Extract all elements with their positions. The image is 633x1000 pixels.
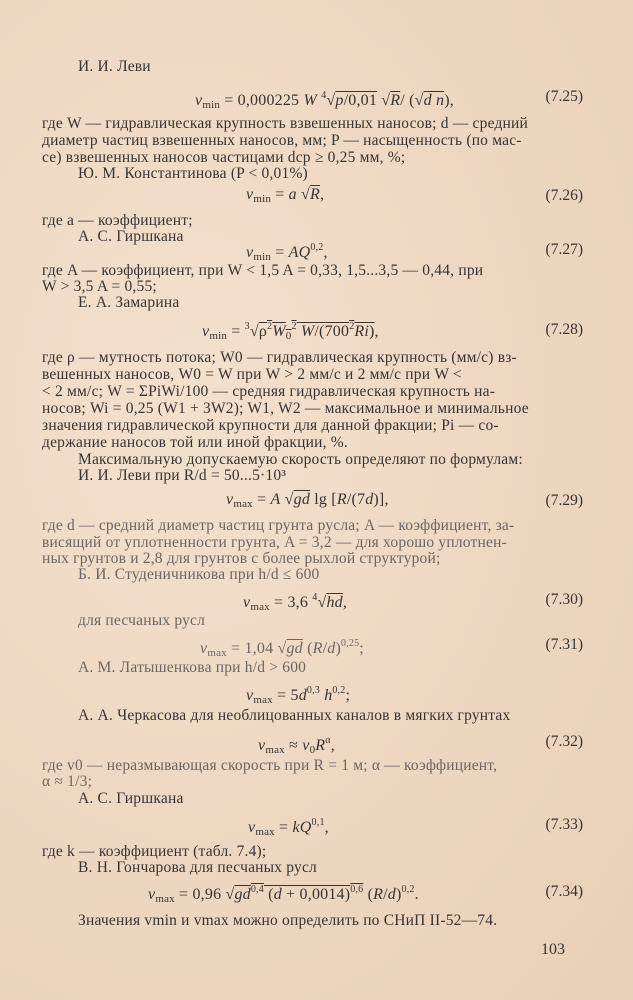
- text-line: α ≈ 1/3;: [42, 773, 93, 790]
- formula-7-30: $v_{max} = 3,6$ $^4$√hd,: [243, 592, 348, 613]
- author-konstantinova: Ю. М. Константинова (P < 0,01%): [78, 165, 308, 182]
- text-line: висящий от уплотненности грунта, A = 3,2 — для хорошо уплотнен-: [42, 534, 507, 551]
- formula-7-31: $v_{max} = 1,04$ √gd $(R/d)^{0,25}$;: [200, 638, 364, 659]
- equation-number: (7.34): [545, 883, 583, 900]
- text-line: Значения vmin и vmax можно определить по СНиП II-52—74.: [78, 912, 498, 929]
- formula-7-34: $v_{max} = 0,96$ √gd$^{0,4}$ $(d + 0,0014)^{0,6}$ $(R/d)^{0,2}$.: [148, 884, 419, 905]
- author-girshkan-2: А. С. Гиршкана: [78, 790, 184, 807]
- equation-number: (7.33): [545, 816, 583, 833]
- equation-number: (7.29): [545, 492, 583, 509]
- text-line: для песчаных русл: [78, 612, 206, 629]
- formula-7-32: $v_{max} \approx v_0R^\alpha$,: [258, 735, 335, 756]
- author-zamarin: Е. А. Замарина: [78, 294, 180, 311]
- text-line: значения гидравлической крупности для данной фракции; Pi — со-: [42, 417, 499, 434]
- text-line: < 2 мм/с; W = ΣPiWi/100 — средняя гидравлическая крупность на-: [42, 383, 496, 400]
- text-line: где a — коэффициент;: [42, 212, 193, 229]
- text-line: ных грунтов и 2,8 для грунтов с более рыхлой структурой;: [42, 550, 441, 567]
- text-line: где ρ — мутность потока; W0 — гидравлическая крупность (мм/с) вз-: [42, 349, 517, 366]
- author-girshkan: А. С. Гиршкана: [78, 228, 184, 245]
- formula-7-28: $v_{min} = ^3√\rho^2W_0^2$ $W/(700^2Ri)$,: [202, 321, 379, 342]
- formula-7-26: $v_{min} = a$ √R,: [246, 186, 325, 205]
- author-levi: И. И. Леви: [78, 58, 151, 75]
- text-line: вешенных наносов, W0 = W при W > 2 мм/с и 2 мм/с при W <: [42, 366, 462, 383]
- text-line: Максимальную допускаемую скорость определяют по формулам:: [78, 451, 523, 468]
- author-levi-2: И. И. Леви при R/d = 50...5·10³: [78, 467, 287, 484]
- equation-number: (7.25): [545, 88, 583, 105]
- author-goncharov: В. Н. Гончарова для песчаных русл: [78, 859, 317, 876]
- text-line: держание наносов той или иной фракции, %.: [42, 434, 348, 451]
- text-line: где d — средний диаметр частиц грунта русла; A — коэффициент, за-: [42, 517, 515, 534]
- formula-7-27: $v_{min} = AQ^{0,2}$,: [246, 242, 328, 263]
- text-line: где A — коэффициент, при W < 1,5 A = 0,33, 1,5...3,5 — 0,44, при: [42, 262, 484, 279]
- page-number: 103: [541, 941, 565, 958]
- equation-number: (7.26): [545, 187, 583, 204]
- text-line: где W — гидравлическая крупность взвешенных наносов; d — средний: [42, 115, 529, 132]
- text-line: где v0 — неразмывающая скорость при R = 1 м; α — коэффициент,: [42, 757, 498, 774]
- author-studenichnikov: Б. И. Студеничникова при h/d ≤ 600: [78, 566, 320, 583]
- formula-7-33: $v_{max} = kQ^{0,1}$,: [248, 817, 329, 838]
- equation-number: (7.31): [545, 636, 583, 653]
- text-line: носов; Wi = 0,25 (W1 + 3W2); W1, W2 — максимальное и минимальное: [42, 400, 529, 417]
- equation-number: (7.28): [545, 321, 583, 338]
- equation-number: (7.32): [545, 733, 583, 750]
- text-line: диаметр частиц взвешенных наносов, мм; P — насыщенность (по мас-: [42, 132, 522, 149]
- equation-number: (7.30): [545, 591, 583, 608]
- formula-7-29: $v_{max} = A$ √gd lg [R/(7d)],: [226, 491, 389, 510]
- text-line: се) взвешенных наносов частицами dср ≥ 0,25 мм, %;: [42, 149, 406, 166]
- formula-latyshenkov: $v_{max} = 5d^{0,3}$ $h^{0,2}$;: [246, 685, 351, 706]
- text-line: W > 3,5 A = 0,55;: [42, 278, 157, 295]
- equation-number: (7.27): [545, 241, 583, 258]
- author-cherkasov: А. А. Черкасова для необлицованных каналов в мягких грунтах: [78, 707, 511, 724]
- formula-7-25: $v_{min} = 0,000225$ W $^4$√p/0,01 √R/ (√d n),: [195, 90, 454, 111]
- text-line: где k — коэффициент (табл. 7.4);: [42, 843, 267, 860]
- author-latyshenkov: А. М. Латышенкова при h/d > 600: [78, 659, 307, 676]
